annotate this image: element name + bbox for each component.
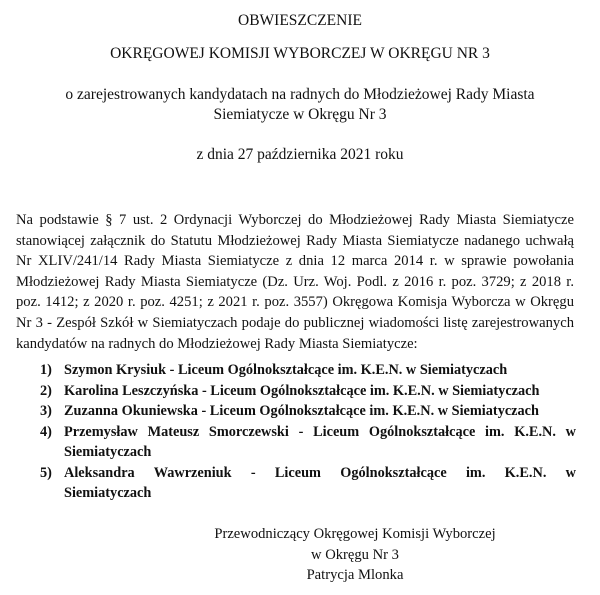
candidate-text: Aleksandra Wawrzeniuk - Liceum Ogólnokształcące im. K.E.N. w xyxy=(64,464,576,481)
signature-role-line-1: Przewodniczący Okręgowej Komisji Wyborczej xyxy=(214,526,496,542)
candidate-number: 4) xyxy=(40,423,52,440)
subtitle-line-1: o zarejestrowanych kandydatach na radnych do Młodzieżowej Rady Miasta xyxy=(65,86,535,103)
candidate-text: Przemysław Mateusz Smorczewski - Liceum Ogólnokształcące im. K.E.N. w xyxy=(64,423,576,440)
document-date: z dnia 27 października 2021 roku xyxy=(196,146,404,163)
body-line: Na podstawie § 7 ust. 2 Ordynacji Wyborczej do Młodzieżowej Rady Miasta Siemiatycze xyxy=(16,212,574,228)
candidate-text-continuation: Siemiatyczach xyxy=(64,444,152,460)
candidate-item xyxy=(40,463,576,504)
candidate-text: Szymon Krysiuk - Liceum Ogólnokształcące im. K.E.N. w Siemiatyczach xyxy=(64,362,508,378)
body-line: stanowiącej załącznik do Statutu Młodzieżowej Rady Miasta Siemiatycze nadanego uchwałą xyxy=(16,232,574,249)
announcement-body xyxy=(16,210,574,354)
candidate-number: 3) xyxy=(40,403,52,419)
candidate-item xyxy=(40,360,576,381)
candidate-item xyxy=(40,381,576,402)
candidate-list xyxy=(40,360,576,504)
body-line: kandydatów na radnych do Młodzieżowej Rady Miasta Siemiatycze: xyxy=(16,335,418,352)
body-line: Nr XLIV/241/14 Rady Miasta Siemiatycze z dnia 12 marca 2014 r. w sprawie powołania xyxy=(16,253,574,270)
candidate-number: 1) xyxy=(40,362,52,378)
document-title: OBWIESZCZENIE xyxy=(238,12,362,29)
candidate-item xyxy=(40,422,576,463)
subtitle-line-2: Siemiatycze w Okręgu Nr 3 xyxy=(213,106,387,123)
candidate-text: Karolina Leszczyńska - Liceum Ogólnokształcące im. K.E.N. w Siemiatyczach xyxy=(64,382,540,399)
signature-block xyxy=(205,524,505,586)
candidate-text-continuation: Siemiatyczach xyxy=(64,485,152,501)
committee-name: OKRĘGOWEJ KOMISJI WYBORCZEJ W OKRĘGU NR 3 xyxy=(110,45,490,62)
candidate-text: Zuzanna Okuniewska - Liceum Ogólnokształcące im. K.E.N. w Siemiatyczach xyxy=(64,403,539,419)
candidate-number: 5) xyxy=(40,464,52,481)
body-line: Nr 3 - Zespół Szkół w Siemiatyczach podaje do publicznej wiadomości listę zarejestrowanych xyxy=(16,314,574,331)
body-line: Młodzieżowej Rady Miasta Siemiatycze (Dz. Urz. Woj. Podl. z 2016 r. poz. 3729; z 2018 r. xyxy=(16,273,574,290)
signature-role-line-2: w Okręgu Nr 3 xyxy=(311,546,399,563)
body-line: poz. 1412; z 2020 r. poz. 4251; z 2021 r. poz. 3557) Okręgowa Komisja Wyborcza w Okręgu xyxy=(16,294,574,311)
candidate-item xyxy=(40,401,576,422)
signature-name: Patrycja Mlonka xyxy=(306,567,404,583)
candidate-number: 2) xyxy=(40,382,52,399)
